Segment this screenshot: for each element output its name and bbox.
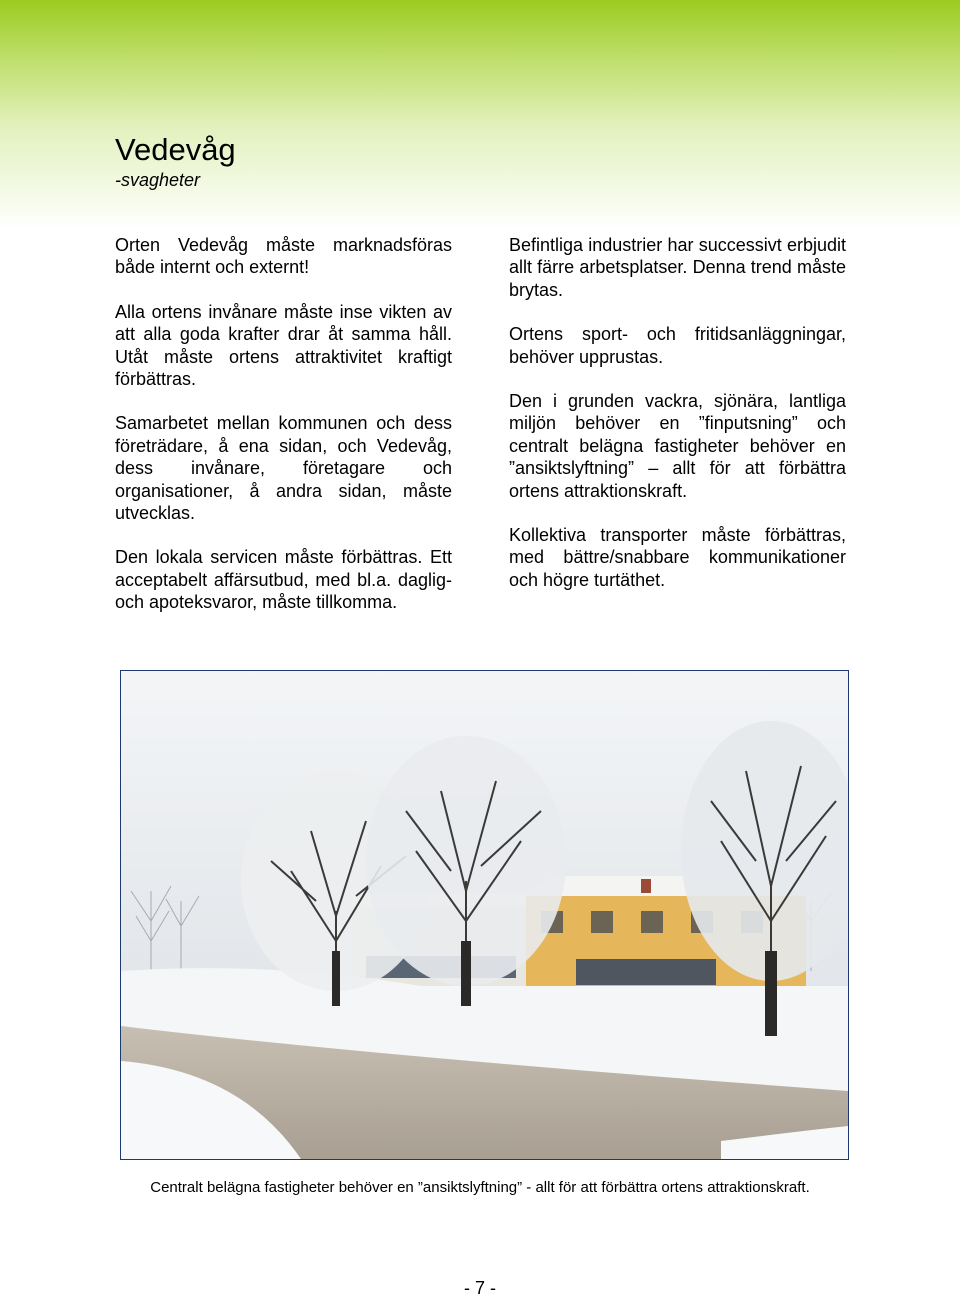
right-text-column: [509, 234, 846, 613]
paragraph: Orten Vedevåg måste marknadsföras både internt och externt!: [115, 235, 452, 278]
page-subtitle: -svagheter: [115, 170, 201, 190]
paragraph: Ortens sport- och fritidsanläggningar, behöver upprustas.: [509, 324, 846, 367]
photo-illustration: [121, 671, 848, 1159]
page-title: Vedevåg: [115, 132, 236, 167]
paragraph: Den i grunden vackra, sjönära, lantliga miljön behöver en ”finputsning” och centralt belägna fastigheter behöver en ”ansiktslyftning” – allt för att förbättra ortens attraktionskraft.: [509, 391, 846, 501]
paragraph: Alla ortens invånare måste inse vikten av att alla goda krafter drar åt samma håll. Utåt måste ortens attraktivitet kraftigt förbättras.: [115, 301, 452, 390]
paragraph: Den lokala servicen måste förbättras. Ett acceptabelt affärsutbud, med bl.a. daglig- och apoteksvaror, måste tillkomma.: [115, 547, 452, 613]
paragraph: Kollektiva transporter måste förbättras, med bättre/snabbare kommunikationer och högre turtäthet.: [509, 525, 846, 590]
paragraph: Samarbetet mellan kommunen och dess företrädare, å ena sidan, och Vedevåg, dess invånare, företagare och organisationer, å andra sidan, måste utvecklas.: [115, 413, 452, 524]
page-number: - 7 -: [463, 1278, 496, 1298]
paragraph: Befintliga industrier har successivt erbjudit allt färre arbetsplatser. Denna trend måste brytas.: [509, 235, 846, 300]
winter-street-photo: [120, 670, 849, 1160]
photo-caption: Centralt belägna fastigheter behöver en ”ansiktslyftning” - allt för att förbättra ortens attraktionskraft.: [150, 1179, 810, 1196]
header-gradient-band: [0, 0, 960, 230]
left-text-column: [115, 234, 452, 636]
